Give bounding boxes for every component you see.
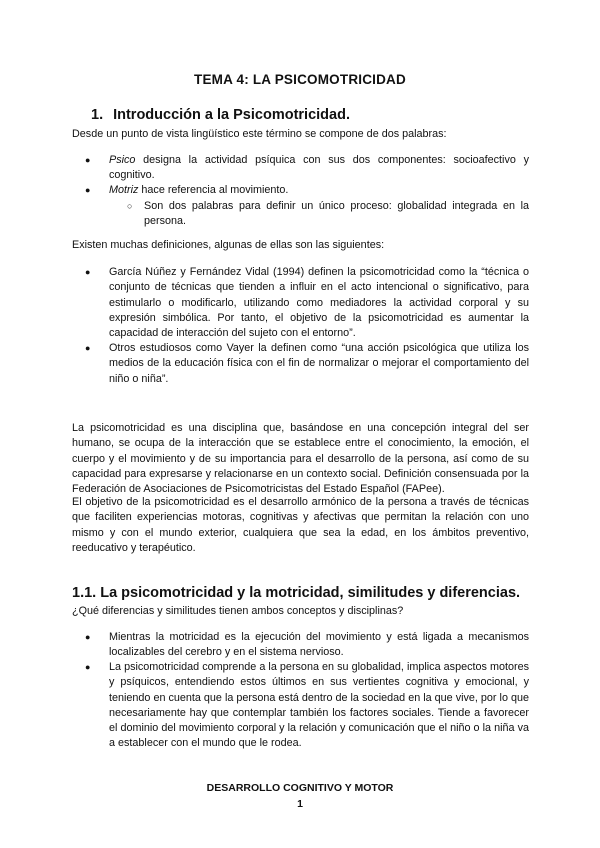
bullet-icon: ● xyxy=(85,185,91,195)
bullet-psico xyxy=(109,153,529,184)
document-title: TEMA 4: LA PSICOMOTRICIDAD xyxy=(194,72,406,87)
bullet-motricidad: Mientras la motricidad es la ejecución del movimiento y está ligada a mecanismos localizables del cerebro y en el sistema nervioso. xyxy=(109,631,529,659)
bullet-icon: ● xyxy=(85,662,91,672)
bullet-motriz-text: hace referencia al movimiento. xyxy=(138,184,289,196)
psychomotricity-paragraph: La psicomotricidad es una disciplina que, basándose en una concepción integral del ser humano, se ocupa de la interacción que se establece entre el conocimiento, la emoción, el cuerpo y el movimiento y de su importancia para el desarrollo de la persona, así como de su capacidad para expresarse y relacionarse en un contexto social. Definición consensuada por la Federación de Asociaciones de Psicomotricistas del Estado Español (FAPee). xyxy=(72,422,529,496)
objective-paragraph: El objetivo de la psicomotricidad es el desarrollo armónico de la persona a través de técnicas que faciliten experiencias motoras, cognitivas y afectivas que permitan la relación con uno mismo y con el mundo exterior, cualquiera que sea la edad, en los ámbitos preventivo, reeducativo y terapéutico. xyxy=(72,496,529,554)
page-number: 1 xyxy=(297,798,303,810)
section-1-title: Introducción a la Psicomotricidad. xyxy=(113,107,350,123)
footer-label: DESARROLLO COGNITIVO Y MOTOR xyxy=(206,782,394,794)
definition-garcia-nunez: García Núñez y Fernández Vidal (1994) definen la psicomotricidad como la “técnica o conjunto de técnicas que tienden a influir en el acto intencional o significativo, para estimularlo o modificarlo, utilizando como mediadores la actividad corporal y su expresión simbólica. Por tanto, el objetivo de la psicomotricidad es aumentar la capacidad de interacción del sujeto con el entorno”. xyxy=(109,266,529,340)
sub-bullet-globalidad: Son dos palabras para definir un único proceso: globalidad integrada en la persona. xyxy=(144,200,529,228)
definition-vayer: Otros estudiosos como Vayer la definen como “una acción psicológica que utiliza los medios de la educación física con el fin de normalizar o mejorar el comportamiento del niño o niña”. xyxy=(109,342,529,385)
section-1-heading xyxy=(91,107,350,123)
bullet-icon: ● xyxy=(85,267,91,277)
bullet-icon: ● xyxy=(85,343,91,353)
bullet-icon: ● xyxy=(85,155,91,165)
bullet-icon: ● xyxy=(85,632,91,642)
section-1-1-heading: 1.1. La psicomotricidad y la motricidad, similitudes y diferencias. xyxy=(72,585,521,601)
section-1-1-question: ¿Qué diferencias y similitudes tienen ambos conceptos y disciplinas? xyxy=(72,605,404,617)
section-1-intro: Desde un punto de vista lingüístico este término se compone de dos palabras: xyxy=(72,128,447,140)
definitions-intro: Existen muchas definiciones, algunas de ellas son las siguientes: xyxy=(72,239,385,251)
bullet-psicomotricidad: La psicomotricidad comprende a la persona en su globalidad, implica aspectos motores y psíquicos, entendiendo estos últimos en sus vertientes cognitiva y emocional, y teniendo en cuenta que la persona está dentro de la sociedad en la que vive, por lo que necesariamente hay que contemplar también los factores sociales. Tiende a favorecer el dominio del movimiento corporal y la relación y comunicación que el niño o la niña va a establecer con el mundo que le rodea. xyxy=(109,661,529,750)
bullet-motriz-term: Motriz xyxy=(109,184,139,196)
bullet-psico-term: Psico xyxy=(109,154,136,166)
sub-bullet-circle-icon: ○ xyxy=(127,201,133,211)
bullet-psico-text: designa la actividad psíquica con sus dos componentes: socioafectivo y cognitivo. xyxy=(109,154,529,182)
section-1-number: 1. xyxy=(91,107,104,123)
bullet-motriz xyxy=(109,183,529,198)
